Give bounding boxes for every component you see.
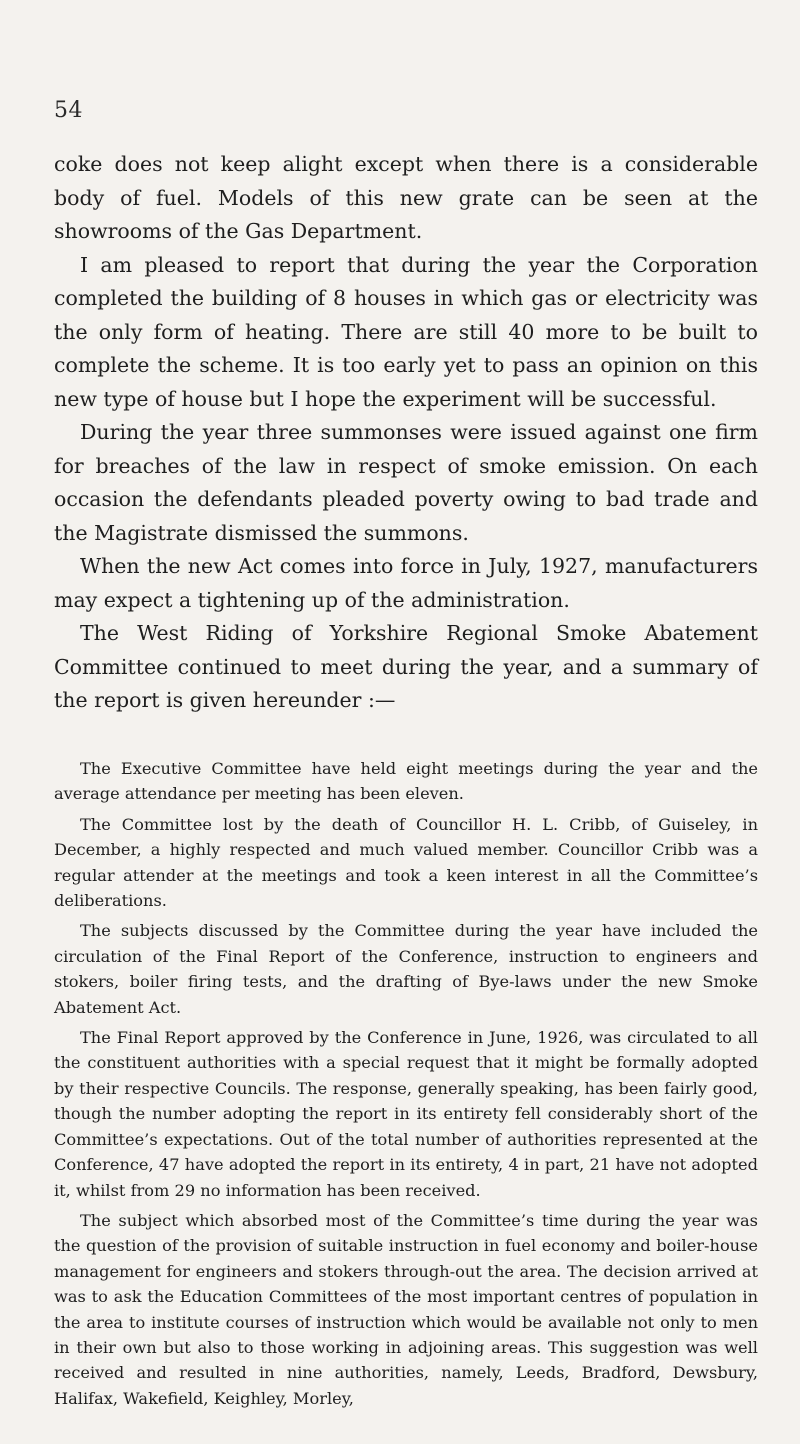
paragraph-west-riding: The West Riding of Yorkshire Regional Smoke Abatement Committee continued to meet during the year, and a summary of the report is given hereunder :— bbox=[54, 621, 758, 712]
main-text bbox=[54, 148, 758, 718]
paragraph-final-report: The Final Report approved by the Conference in June, 1926, was circulated to all the constituent authorities with a special request that it might be formally adopted by their respective Councils. The response, generally speaking, has been fairly good, though the number adopting the report in its entirety fell considerably short of the Committee’s expectations. Out of the total number of authorities represented at the Conference, 47 have adopted the report in its entirety, 4 in part, 21 have not adopted it, whilst from 29 no information has been received. bbox=[54, 1028, 758, 1200]
paragraph-executive-committee: The Executive Committee have held eight meetings during the year and the average attendance per meeting has been eleven. bbox=[54, 759, 758, 804]
paragraph-subjects: The subjects discussed by the Committee during the year have included the circulation of the Final Report of the Conference, instruction to engineers and stokers, boiler firing tests, and the drafting of Bye-laws under the new Smoke Abatement Act. bbox=[54, 921, 758, 1017]
paragraph-councillor-cribb: The Committee lost by the death of Councillor H. L. Cribb, of Guiseley, in December, a highly respected and much valued member. Councillor Cribb was a regular attender at the meetings and took a keen interest in all the Committee’s deliberations. bbox=[54, 814, 758, 911]
paragraph-coke: coke does not keep alight except when there is a considerable body of fuel. Models of this new grate can be seen at the showrooms of the Gas Department. bbox=[54, 152, 758, 243]
paragraph-instruction: The subject which absorbed most of the Committee’s time during the year was the question of the provision of suitable instruction in fuel economy and boiler-house management for engineers and stokers through-out the area. The decision arrived at was to ask the Education Committees of the most important centres of population in the area to institute courses of instruction which would be available not only to men in their own but also to those working in adjoining areas. This suggestion was well received and resulted in nine authorities, namely, Leeds, Bradford, Dewsbury, Halifax, Wakefield, Keighley, Morley, bbox=[54, 1210, 758, 1408]
paragraph-new-act: When the new Act comes into force in July, 1927, manufacturers may expect a tightening up of the administration. bbox=[54, 554, 758, 612]
paragraph-summonses: During the year three summonses were issued against one firm for breaches of the law in respect of smoke emission. On each occasion the defendants pleaded poverty owing to bad trade and the Magistrate dismissed the summons. bbox=[54, 420, 758, 545]
report-summary bbox=[54, 756, 758, 1416]
paragraph-houses: I am pleased to report that during the year the Corporation completed the building of 8 houses in which gas or electricity was the only form of heating. There are still 40 more to be built to complete the scheme. It is too early yet to pass an opinion on this new type of house but I hope the experiment will be successful. bbox=[54, 252, 758, 411]
page-number: 54 bbox=[54, 98, 83, 123]
